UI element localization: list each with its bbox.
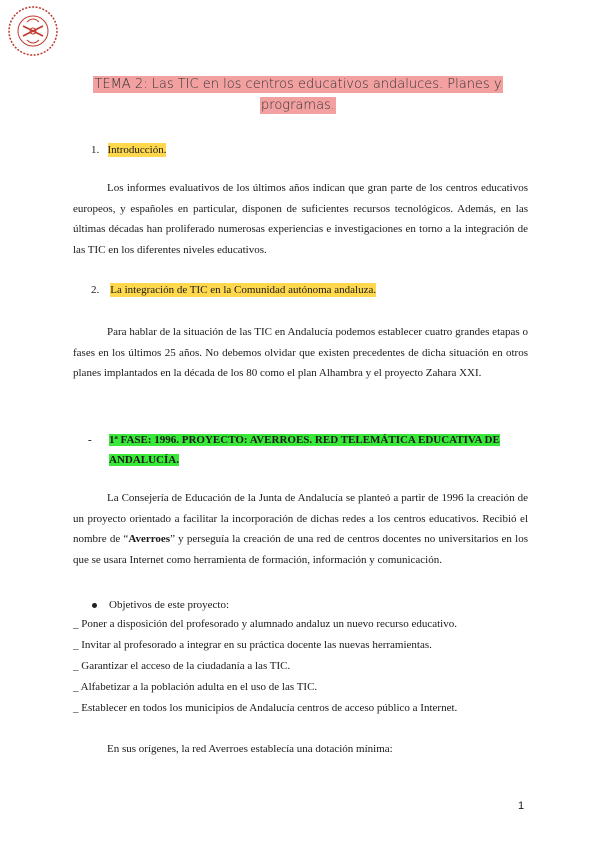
phase-dash: - xyxy=(88,434,92,446)
integration-paragraph xyxy=(73,322,528,384)
document-title xyxy=(88,74,508,116)
consejeria-text-after: ” y perseguía la creación de una red de centros docentes no universitarios en los que se usara Internet como herramienta de formación, información y comunicación. xyxy=(73,533,528,566)
intro-text: Los informes evaluativos de los últimos años indican que gran parte de los centros educativos europeos, y españoles en particular, disponen de suficientes recursos tecnológicos. Además, en las últimas décadas han proliferado numerosas experiencias e investigaciones en torno a la integración de las TIC en los diferentes niveles educativos. xyxy=(73,182,528,256)
origins-text: En sus orígenes, la red Averroes establecía una dotación mínima: xyxy=(107,743,393,755)
objectives-label: Objetivos de este proyecto: xyxy=(109,599,230,611)
objective-item: _ Invitar al profesorado a integrar en su práctica docente las nuevas herramientas. xyxy=(73,639,432,651)
title-line-2: programas. xyxy=(261,98,335,113)
objectives-bullet xyxy=(92,598,229,612)
averroes-bold: Averroes xyxy=(128,533,171,545)
section-integration-heading xyxy=(91,283,376,297)
section-title: Introducción. xyxy=(107,144,167,156)
title-line-1: TEMA 2: Las TIC en los centros educativos andaluces. Planes y xyxy=(94,77,502,92)
consejeria-paragraph xyxy=(73,488,528,570)
objective-item: _ Establecer en todos los municipios de Andalucía centros de acceso público a Internet. xyxy=(73,702,458,714)
consejeria-text-before: La Consejería de Educación de la Junta de Andalucía se planteó a partir de 1996 la creación de un proyecto orientado a facilitar la incorporación de dichas redes a los centros educativos. Recibió el nombre de “ xyxy=(73,492,528,545)
intro-paragraph xyxy=(73,178,528,260)
objective-item: _ Alfabetizar a la población adulta en el uso de las TIC. xyxy=(73,681,318,693)
objective-item: _ Poner a disposición del profesorado y alumnado andaluz un nuevo recurso educativo. xyxy=(73,618,457,630)
phase-1-heading xyxy=(88,430,528,470)
phase-1-title: 1ª FASE: 1996. PROYECTO: AVERROES. RED TELEMÁTICA EDUCATIVA DE ANDALUCÍA. xyxy=(109,434,500,466)
integration-text: Para hablar de la situación de las TIC en Andalucía podemos establecer cuatro grandes etapas o fases en los últimos 25 años. No debemos olvidar que existen precedentes de dicha situación en otros planes implantados en la década de los 80 como el plan Alhambra y el proyecto Zahara XXI. xyxy=(73,326,528,379)
section-number: 2. xyxy=(91,284,100,296)
university-seal-logo xyxy=(6,4,60,58)
section-title: La integración de TIC en la Comunidad autónoma andaluza. xyxy=(110,284,377,296)
objective-item: _ Garantizar el acceso de la ciudadanía a las TIC. xyxy=(73,660,291,672)
origins-paragraph xyxy=(73,739,528,760)
page-number: 1 xyxy=(518,800,525,812)
section-intro-heading xyxy=(91,143,166,157)
bullet-icon xyxy=(92,603,97,608)
section-number: 1. xyxy=(91,144,100,156)
